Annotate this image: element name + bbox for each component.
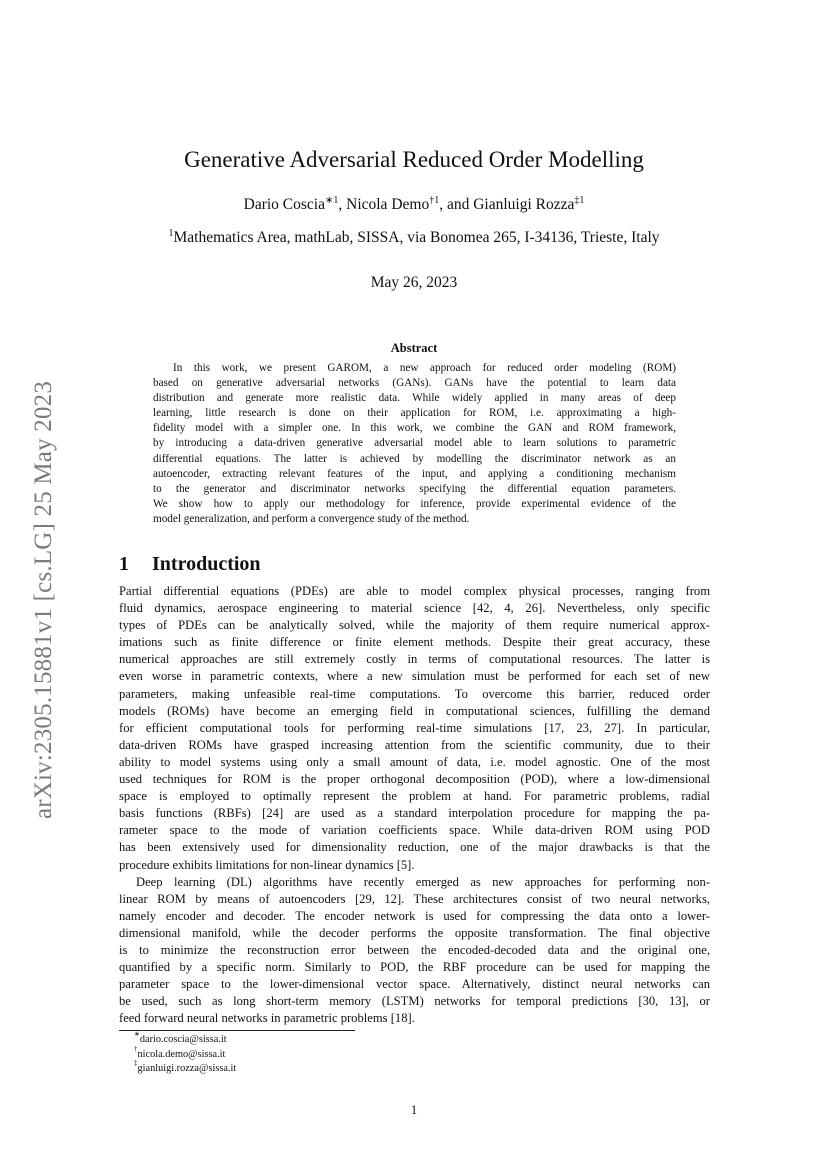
- affiliation: [0, 229, 828, 247]
- body-line: rameter space to the mode of variation coefficients space. While data-driven ROM using POD: [119, 823, 710, 838]
- paper-title: Generative Adversarial Reduced Order Modelling: [184, 147, 644, 172]
- paper-date: May 26, 2023: [370, 274, 458, 291]
- body-line: Deep learning (DL) algorithms have recently emerged as new approaches for performing non-: [136, 874, 710, 889]
- body-line: basis functions (RBFs) [24] are used as a standard interpolation procedure for mapping the pa-: [119, 806, 710, 821]
- body-line: linear ROM by means of autoencoders [29, 12]. These architectures consist of two neural networks,: [119, 891, 710, 906]
- footnote-rule: [119, 1030, 355, 1031]
- body-line: namely encoder and decoder. The encoder network is used for compressing the data onto a lower-: [119, 908, 710, 923]
- body-line: models (ROMs) have become an emerging field in computational sciences, fulfilling the demand: [119, 703, 710, 718]
- author-name: Nicola Demo: [346, 196, 430, 213]
- body-line: parameter space to the lower-dimensional vector space. Alternatively, distinct neural networks can: [119, 977, 710, 992]
- footnote: [134, 1030, 236, 1048]
- abstract-line: to the generator and discriminator networks specifying the differential equation parameters.: [153, 482, 676, 495]
- abstract-line: model generalization, and perform a convergence study of the method.: [153, 512, 470, 525]
- body-line: feed forward neural networks in parametric problems [18].: [119, 1011, 415, 1026]
- body-line: space is employed to optimally represent the problem at hand. For parametric problems, radial: [119, 789, 710, 804]
- body-text: [119, 583, 710, 1027]
- arxiv-stamp-text: arXiv:2305.15881v1 [cs.LG] 25 May 2023: [30, 380, 57, 820]
- body-line: for efficient computational tools for performing real-time simulations [17, 23, 27]. In particular,: [119, 720, 710, 735]
- footnote: [134, 1059, 237, 1077]
- abstract-line: autoencoder, extracting relevant features of the input, and applying a conditioning mechanism: [153, 467, 676, 480]
- abstract-line: by introducing a data-driven generative adversarial model able to learn solutions to parametric: [153, 437, 676, 450]
- abstract-line: distribution and generate more realistic data. While widely applied in many areas of deep: [153, 392, 676, 405]
- abstract-line: learning, little research is done on their application for ROM, i.e. approximating a high-: [153, 407, 676, 420]
- abstract-line: based on generative adversarial networks (GANs). GANs have the potential to learn data: [153, 377, 676, 390]
- body-line: types of PDEs can be analytically solved, while the majority of them require numerical approx-: [119, 618, 710, 633]
- body-line: has been extensively used for dimensionality reduction, one of the major drawbacks is that the: [119, 840, 710, 855]
- body-line: be used, such as long short-term memory (LSTM) networks for temporal predictions [30, 13], or: [119, 994, 710, 1009]
- abstract-line: differential equations. The latter is achieved by modelling the discriminator network as an: [153, 452, 676, 465]
- footnotes: [134, 1030, 237, 1077]
- body-line: even worse in parametric contexts, where a new simulation must be performed for each set of new: [119, 669, 710, 684]
- author-list: [0, 196, 828, 214]
- body-line: fluid dynamics, aerospace engineering to material science [42, 4, 26]. Nevertheless, only specific: [119, 601, 710, 616]
- body-line: used techniques for ROM is the proper orthogonal decomposition (POD), where a low-dimensional: [119, 772, 710, 787]
- author-name: Gianluigi Rozza: [473, 196, 575, 213]
- body-line: ability to model systems using only a small amount of data, i.e. model agnostic. One of the most: [119, 754, 710, 769]
- footnote-email: dario.coscia@sissa.it: [139, 1034, 227, 1045]
- footnote-mark: ‡: [134, 1059, 138, 1067]
- author-separator: , and: [439, 196, 474, 213]
- abstract-heading: Abstract: [390, 341, 438, 355]
- author-mark: ‡1: [574, 195, 585, 206]
- affiliation-mark: 1: [168, 228, 174, 239]
- page-number: 1: [410, 1103, 418, 1117]
- footnote: [134, 1044, 236, 1063]
- footnote-mark: ∗: [134, 1030, 140, 1038]
- body-line: parameters, making unfeasible real-time computations. To overcome this barrier, reduced order: [119, 686, 710, 701]
- footnote-mark: †: [134, 1044, 138, 1053]
- body-line: imations such as finite difference or finite element methods. Despite their great accuracy, these: [119, 635, 710, 650]
- abstract-line: In this work, we present GAROM, a new approach for reduced order modeling (ROM): [173, 362, 676, 374]
- body-line: numerical approaches are still extremely costly in terms of computational resources. The latter is: [119, 652, 710, 667]
- footnote-email: nicola.demo@sissa.it: [137, 1048, 226, 1060]
- abstract-line: fidelity model with a simpler one. In this work, we combine the GAN and ROM framework,: [153, 422, 676, 435]
- footnote-email: gianluigi.rozza@sissa.it: [137, 1063, 237, 1074]
- author-separator: ,: [338, 196, 347, 213]
- body-line: data-driven ROMs have grasped increasing attention from the scientific community, due to their: [119, 737, 710, 752]
- author-mark: †1: [429, 195, 440, 206]
- body-line: Partial differential equations (PDEs) are able to model complex physical processes, ranging from: [119, 584, 710, 598]
- body-line: is to minimize the reconstruction error between the encoded-decoded data and the original one,: [119, 942, 710, 957]
- abstract-line: We show how to apply our methodology for inference, provide experimental evidence of the: [153, 497, 676, 510]
- section-number: 1: [119, 553, 129, 575]
- section-heading: [119, 553, 261, 576]
- body-line: quantified by a specific norm. Similarly to POD, the RBF procedure can be used for mapping the: [119, 960, 710, 975]
- body-line: procedure exhibits limitations for non-linear dynamics [5].: [119, 857, 415, 872]
- affiliation-text: Mathematics Area, mathLab, SISSA, via Bonomea 265, I-34136, Trieste, Italy: [173, 229, 660, 246]
- section-title: Introduction: [152, 553, 261, 575]
- body-line: dimensional manifold, while the decoder performs the opposite transformation. The final objective: [119, 925, 710, 940]
- author-name: Dario Coscia: [243, 196, 325, 213]
- abstract-body: [153, 361, 676, 527]
- author-mark: ∗1: [324, 195, 339, 206]
